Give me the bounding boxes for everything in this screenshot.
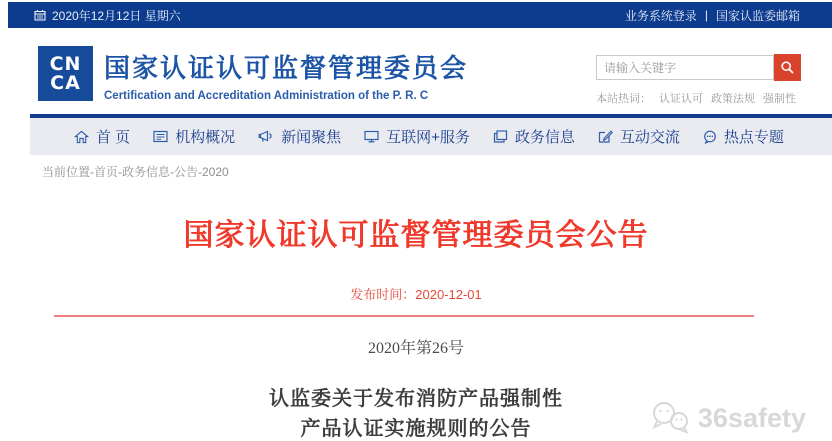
- logo-text-line1: CN: [49, 53, 82, 76]
- search-area: [596, 54, 802, 106]
- watermark-text: 36safety: [697, 402, 806, 433]
- chat-icon: [703, 130, 717, 144]
- top-utility-bar: [8, 2, 832, 28]
- body-title-line1: 认监委关于发布消防产品强制性: [269, 388, 563, 410]
- building-icon: [153, 130, 168, 143]
- hot-term-link[interactable]: 政策法规: [711, 93, 755, 105]
- nav-item-home[interactable]: [74, 126, 130, 147]
- hot-term-link[interactable]: 强制性: [763, 93, 796, 105]
- nav-item-label: 政务信息: [514, 129, 575, 146]
- topbar-date-group: [34, 7, 181, 24]
- nav-item-interaction[interactable]: [598, 126, 680, 147]
- search-button[interactable]: [774, 54, 801, 81]
- publish-date: 2020-12-01: [415, 287, 482, 302]
- cnca-mailbox-link[interactable]: 国家认监委邮箱: [715, 8, 800, 23]
- org-title-block: [104, 48, 468, 102]
- hot-words-row: [596, 90, 802, 106]
- publish-label: 发布时间：: [350, 287, 416, 302]
- topbar-links: [625, 7, 800, 24]
- nav-item-news[interactable]: [258, 126, 341, 147]
- nav-item-label: 首 页: [96, 129, 131, 146]
- nav-item-hot-topics[interactable]: [703, 126, 784, 147]
- topbar-link-separator: |: [704, 8, 708, 22]
- nav-item-organization[interactable]: [153, 126, 235, 147]
- red-divider: [54, 315, 754, 317]
- watermark: [648, 399, 806, 437]
- hot-words-label: 本站热词：: [596, 93, 651, 105]
- breadcrumb[interactable]: 当前位置-首页-政务信息-公告-2020: [42, 165, 229, 179]
- nav-item-label: 互联网+服务: [386, 129, 470, 146]
- search-row: [596, 54, 802, 81]
- org-name-en: Certification and Accreditation Administration of the P. R. C: [104, 90, 429, 102]
- doc-number: 2020年第26号: [367, 340, 464, 357]
- documents-icon: [493, 130, 508, 143]
- topbar-date: 2020年12月12日 星期六: [52, 8, 181, 23]
- site-header: [0, 28, 832, 115]
- cnca-logo[interactable]: [38, 46, 93, 101]
- monitor-icon: [364, 130, 379, 143]
- article-title: 国家认证认可监督管理委员会公告: [183, 219, 649, 252]
- search-input[interactable]: [596, 55, 774, 80]
- nav-item-gov-info[interactable]: [493, 126, 575, 147]
- megaphone-icon: [258, 130, 274, 143]
- publish-row: [0, 284, 832, 303]
- home-icon: [74, 130, 89, 144]
- logo-text-line2: CA: [50, 71, 81, 94]
- edit-icon: [598, 130, 613, 143]
- wechat-bubbles-icon: [648, 399, 694, 437]
- nav-item-label: 热点专题: [723, 129, 784, 146]
- search-icon: [780, 60, 795, 75]
- nav-item-label: 机构概况: [175, 129, 236, 146]
- body-title-line2: 产品认证实施规则的公告: [300, 418, 532, 440]
- nav-item-label: 新闻聚焦: [281, 129, 342, 146]
- calendar-icon: [34, 9, 46, 21]
- main-nav: [30, 114, 832, 155]
- hot-term-link[interactable]: 认证认可: [659, 93, 703, 105]
- nav-item-internet-services[interactable]: [364, 126, 470, 147]
- org-name-cn: 国家认证认可监督管理委员会: [104, 53, 469, 83]
- business-system-login-link[interactable]: 业务系统登录: [624, 8, 697, 23]
- nav-item-label: 互动交流: [619, 129, 680, 146]
